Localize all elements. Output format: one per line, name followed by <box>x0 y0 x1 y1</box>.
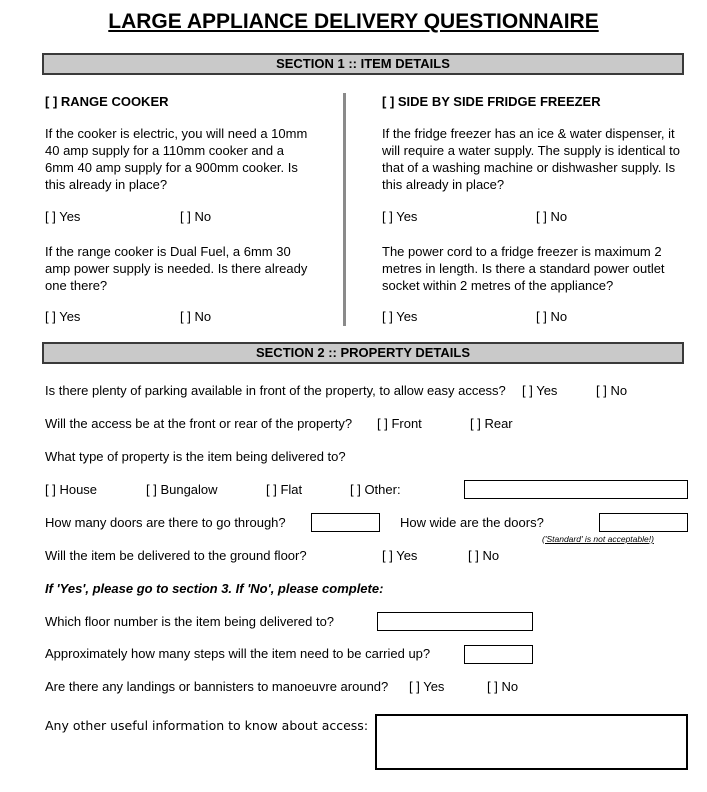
other-type-input[interactable] <box>464 480 688 499</box>
fridge-freezer-q2-yes[interactable]: [ ] Yes <box>382 309 418 324</box>
access-rear[interactable]: [ ] Rear <box>470 416 513 431</box>
fridge-freezer-q1-yes[interactable]: [ ] Yes <box>382 209 418 224</box>
type-house[interactable]: [ ] House <box>45 482 98 497</box>
fridge-freezer-question-2: The power cord to a fridge freezer is maximum 2 metres in length. Is there a standard power outlet socket within 2 metres of the appliance? <box>382 244 665 293</box>
type-other[interactable]: [ ] Other: <box>350 482 401 497</box>
landings-question: Are there any landings or bannisters to manoeuvre around? <box>45 679 389 694</box>
ground-floor-question: Will the item be delivered to the ground floor? <box>45 548 307 563</box>
range-cooker-q2-yes[interactable]: [ ] Yes <box>45 309 81 324</box>
doors-count-input[interactable] <box>311 513 380 532</box>
parking-no[interactable]: [ ] No <box>596 383 628 398</box>
section1-header: SECTION 1 :: ITEM DETAILS <box>42 53 684 75</box>
section2-header: SECTION 2 :: PROPERTY DETAILS <box>42 342 684 364</box>
steps-count-input[interactable] <box>464 645 533 664</box>
doors-question: How many doors are there to go through? <box>45 515 286 530</box>
range-cooker-q2-no[interactable]: [ ] No <box>180 309 212 324</box>
range-cooker-question-1: If the cooker is electric, you will need a 10mm 40 amp supply for a 110mm cooker and a 6mm 40 amp supply for a 900mm cooker. Is this already in place? <box>45 126 308 192</box>
steps-question: Approximately how many steps will the item need to be carried up? <box>45 646 431 661</box>
other-info-textarea[interactable] <box>375 714 688 770</box>
access-front[interactable]: [ ] Front <box>377 416 422 431</box>
other-info-question: Any other useful information to know about access: <box>45 718 369 733</box>
range-cooker-q1-no[interactable]: [ ] No <box>180 209 212 224</box>
landings-no[interactable]: [ ] No <box>487 679 519 694</box>
property-type-question: What type of property is the item being delivered to? <box>45 449 346 464</box>
column-divider <box>343 93 346 326</box>
type-bungalow[interactable]: [ ] Bungalow <box>146 482 218 497</box>
door-width-question: How wide are the doors? <box>400 515 544 530</box>
fridge-freezer-checkbox[interactable]: [ ] SIDE BY SIDE FRIDGE FREEZER <box>382 94 601 109</box>
floor-number-input[interactable] <box>377 612 533 631</box>
door-width-input[interactable] <box>599 513 688 532</box>
ground-floor-no[interactable]: [ ] No <box>468 548 500 563</box>
ground-floor-yes[interactable]: [ ] Yes <box>382 548 418 563</box>
landings-yes[interactable]: [ ] Yes <box>409 679 445 694</box>
parking-yes[interactable]: [ ] Yes <box>522 383 558 398</box>
range-cooker-question-2: If the range cooker is Dual Fuel, a 6mm 30 amp power supply is needed. Is there already one there? <box>45 244 308 293</box>
parking-question: Is there plenty of parking available in front of the property, to allow easy access? <box>45 383 506 398</box>
fridge-freezer-q2-no[interactable]: [ ] No <box>536 309 568 324</box>
range-cooker-q1-yes[interactable]: [ ] Yes <box>45 209 81 224</box>
type-flat[interactable]: [ ] Flat <box>266 482 303 497</box>
section-instruction: If 'Yes', please go to section 3. If 'No', please complete: <box>45 581 384 596</box>
floor-number-question: Which floor number is the item being delivered to? <box>45 614 335 629</box>
page-title: LARGE APPLIANCE DELIVERY QUESTIONNAIRE <box>108 10 599 33</box>
fridge-freezer-q1-no[interactable]: [ ] No <box>536 209 568 224</box>
fridge-freezer-question-1: If the fridge freezer has an ice & water dispenser, it will require a water supply. The supply is identical to that of a washing machine or dishwasher supply. Is this already in place? <box>382 126 680 192</box>
door-width-note: ('Standard' is not acceptable!) <box>542 534 654 544</box>
access-question: Will the access be at the front or rear of the property? <box>45 416 353 431</box>
range-cooker-checkbox[interactable]: [ ] RANGE COOKER <box>45 94 169 109</box>
